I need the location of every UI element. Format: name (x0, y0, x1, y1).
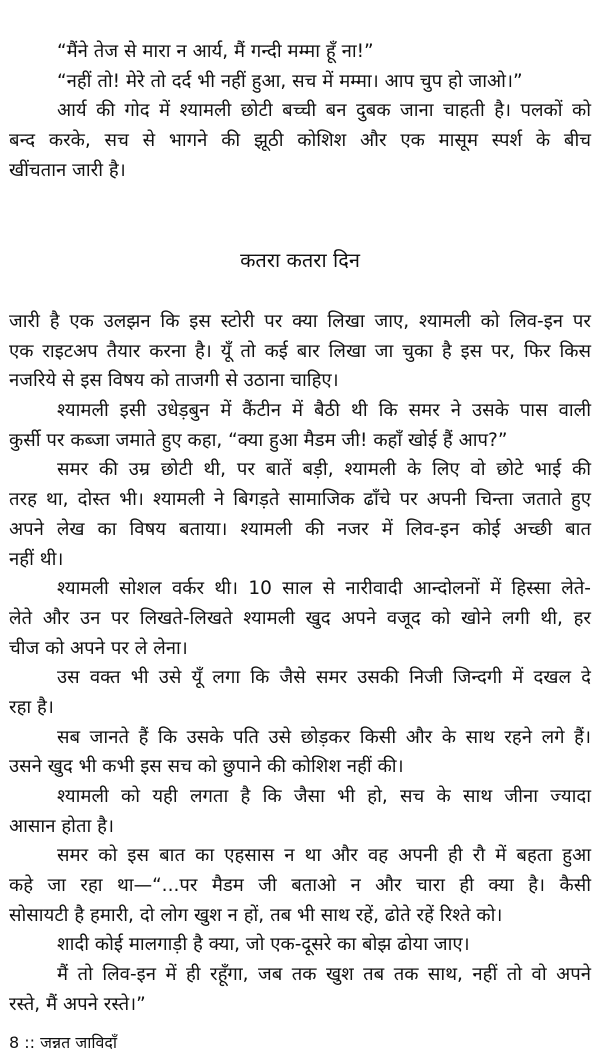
text-line: समर की उम्र छोटी थी, पर बातें बड़ी, श्यामली के लिए वो छोटे भाई की (57, 459, 591, 481)
chapter-title: कतरा कतरा दिन (240, 248, 360, 272)
text-line: समर को इस बात का एहसास न था और वह अपनी ही रौ में बहता हुआ (57, 845, 591, 867)
text-line: “मैंने तेज से मारा न आर्य, मैं गन्दी मम्मा हूँ ना!” (57, 41, 374, 62)
text-line: कहे जा रहा था—“...पर मैडम जी बताओ न और चारा ही क्या है। कैसी (9, 875, 591, 897)
text-line: अपने लेख का विषय बताया। श्यामली की नजर में लिव-इन कोई अच्छी बात (9, 518, 591, 540)
text-line: सोसायटी है हमारी, दो लोग खुश न हों, तब भी साथ रहें, ढोते रहें रिश्ते को। (9, 904, 503, 926)
text-line: श्यामली इसी उधेड़बुन में कैंटीन में बैठी थी कि समर ने उसके पास वाली (57, 400, 591, 422)
text-line: रहा है। (9, 696, 54, 718)
text-line: बन्द करके, सच से भागने की झूठी कोशिश और एक मासूम स्पर्श के बीच (9, 130, 591, 152)
text-line: जारी है एक उलझन कि इस स्टोरी पर क्या लिखा जाए, श्यामली को लिव-इन पर (9, 311, 591, 332)
text-line: शादी कोई मालगाड़ी है क्या, जो एक-दूसरे का बोझ ढोया जाए। (57, 934, 470, 956)
page-footer: 8 :: जन्नत जाविदाँ (9, 1033, 118, 1052)
text-line: आसान होता है। (9, 815, 115, 837)
text-line: नहीं थी। (9, 548, 64, 570)
text-line: उसने खुद भी कभी इस सच को छुपाने की कोशिश नहीं की। (9, 756, 404, 778)
text-line: लेते और उन पर लिखते-लिखते श्यामली खुद अपने वजूद को खोने लगी थी, हर (9, 607, 591, 629)
text-line: रस्ते, मैं अपने रस्ते।” (9, 993, 146, 1015)
text-line: तरह था, दोस्त भी। श्यामली ने बिगड़ते सामाजिक ढाँचे पर अपनी चिन्ता जताते हुए (9, 489, 591, 511)
chapter-body (9, 307, 591, 1020)
text-line: नजरिये से इस विषय को ताजगी से उठाना चाहिए। (9, 370, 339, 392)
text-line: कुर्सी पर कब्जा जमाते हुए कहा, “क्या हुआ मैडम जी! कहाँ खोई हैं आप?” (9, 429, 508, 451)
text-line: आर्य की गोद में श्यामली छोटी बच्ची बन दुबक जाना चाहती है। पलकों को (57, 100, 591, 122)
opening-passage (9, 37, 591, 185)
text-line: खींचतान जारी है। (9, 159, 126, 181)
text-line: उस वक्त भी उसे यूँ लगा कि जैसे समर उसकी निजी जिन्दगी में दखल दे (57, 667, 591, 689)
text-line: श्यामली को यही लगता है कि जैसा भी हो, सच के साथ जीना ज्यादा (57, 786, 591, 807)
text-line: “नहीं तो! मेरे तो दर्द भी नहीं हुआ, सच में मम्मा। आप चुप हो जाओ।” (57, 70, 523, 92)
text-line: चीज को अपने पर ले लेना। (9, 637, 188, 659)
text-line: एक राइटअप तैयार करना है। यूँ तो कई बार लिखा जा चुका है इस पर, फिर किस (9, 340, 591, 362)
text-line: सब जानते हैं कि उसके पति उसे छोड़कर किसी और के साथ रहने लगे हैं। (57, 726, 591, 748)
text-line: मैं तो लिव-इन में ही रहूँगा, जब तक खुश तब तक साथ, नहीं तो वो अपने (57, 964, 591, 986)
text-line: श्यामली सोशल वर्कर थी। 10 साल से नारीवादी आन्दोलनों में हिस्सा लेते- (57, 578, 591, 600)
